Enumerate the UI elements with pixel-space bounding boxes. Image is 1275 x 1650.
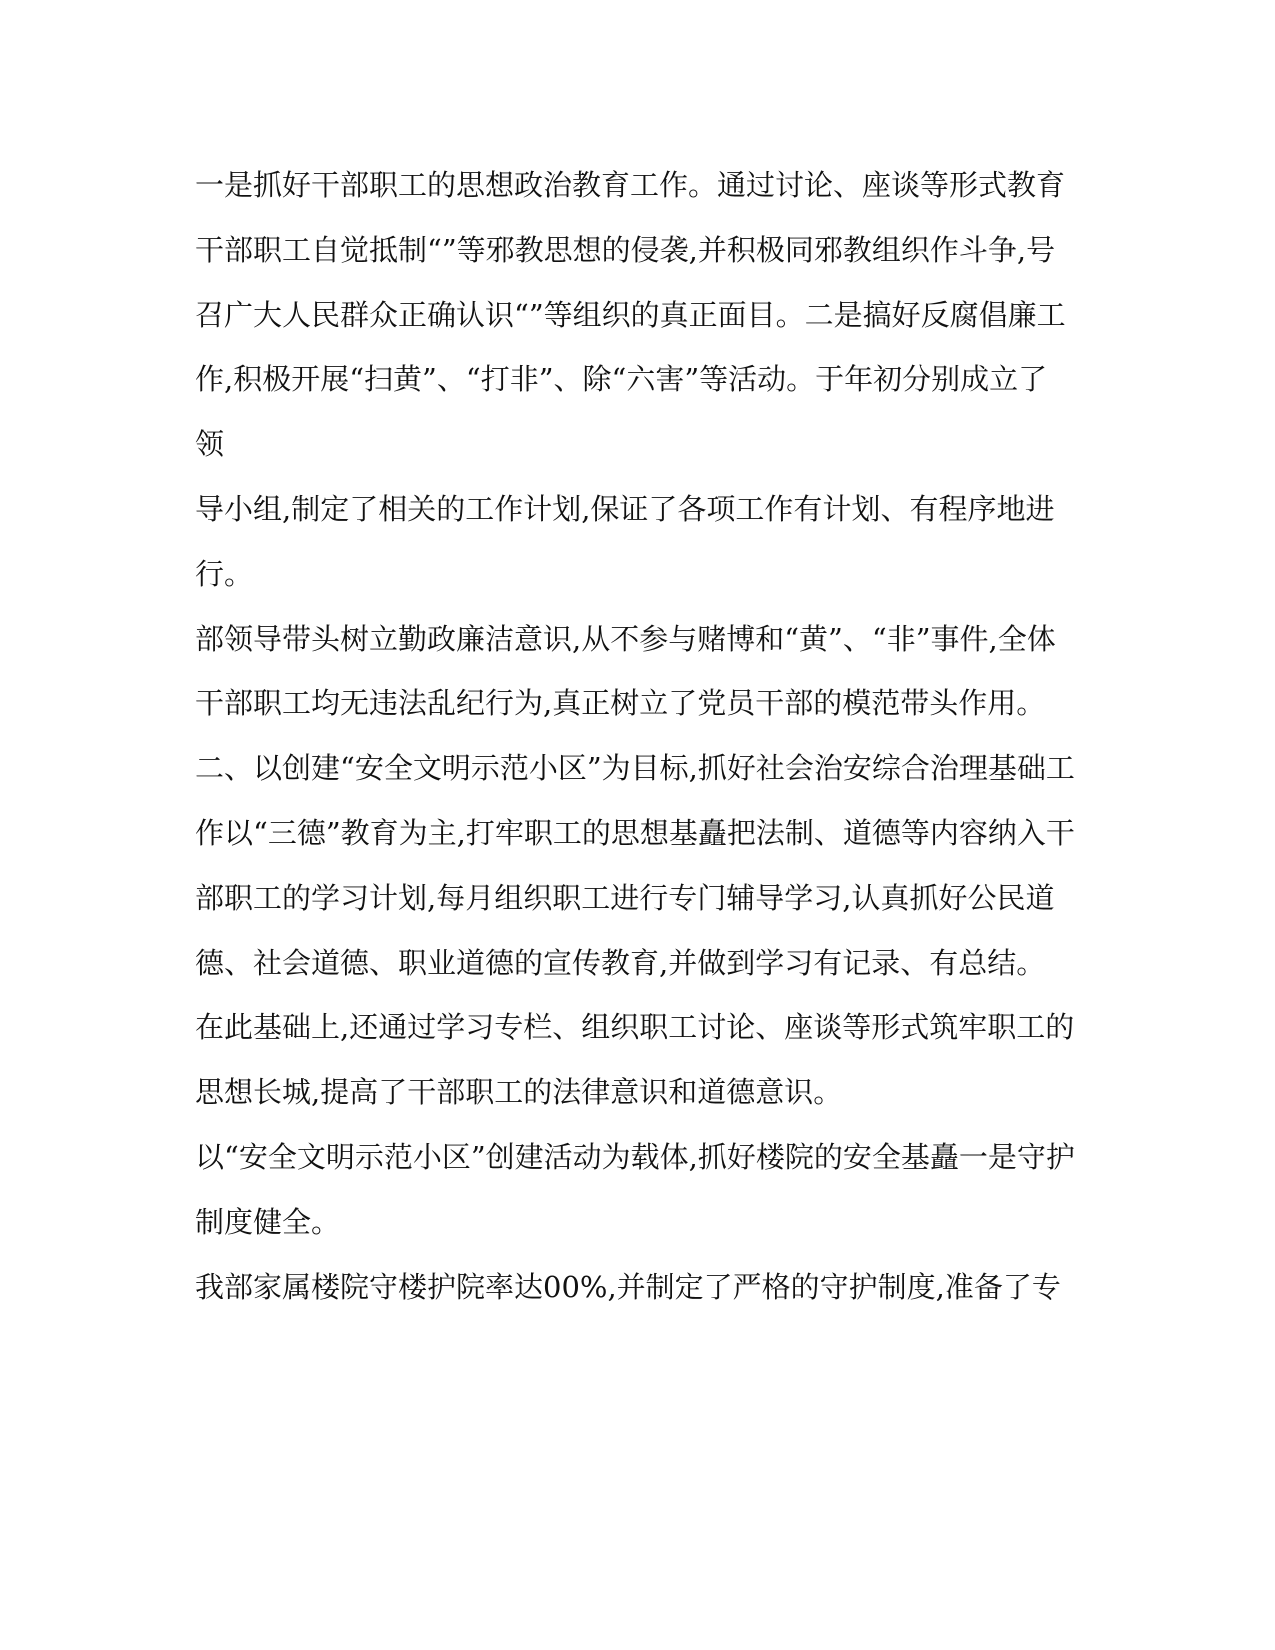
paragraph-6: 以“安全文明示范小区”创建活动为载体,抓好楼院的安全基矗一是守护制度健全。 <box>195 1139 1075 1239</box>
paragraph-3: 部领导带头树立勤政廉洁意识,从不参与赌博和“黄”、“非”事件,全体干部职工均无违法乱纪行为,真正树立了党员干部的模范带头作用。 <box>195 621 1056 721</box>
paragraph-4: 二、以创建“安全文明示范小区”为目标,抓好社会治安综合治理基础工作以“三德”教育为主,打牢职工的思想基矗把法制、道德等内容纳入干部职工的学习计划,每月组织职工进行专门辅导学习,认真抓好公民道德、社会道德、职业道德的宣传教育,并做到学习有记录、有总结。 <box>195 751 1075 980</box>
document-body <box>195 153 1075 1319</box>
paragraph-2: 导小组,制定了相关的工作计划,保证了各项工作有计划、有程序地进行。 <box>195 491 1055 591</box>
paragraph-7: 我部家属楼院守楼护院率达00%,并制定了严格的守护制度,准备了专 <box>195 1269 1061 1304</box>
paragraph-1: 一是抓好干部职工的思想政治教育工作。通过讨论、座谈等形式教育干部职工自觉抵制“”等邪教思想的侵袭,并积极同邪教组织作斗争,号召广大人民群众正确认识“”等组织的真正面目。二是搞好反腐倡廉工作,积极开展“扫黄”、“打非”、除“六害”等活动。于年初分别成立了领 <box>195 168 1066 462</box>
paragraph-5: 在此基础上,还通过学习专栏、组织职工讨论、座谈等形式筑牢职工的思想长城,提高了干部职工的法律意识和道德意识。 <box>195 1010 1075 1110</box>
